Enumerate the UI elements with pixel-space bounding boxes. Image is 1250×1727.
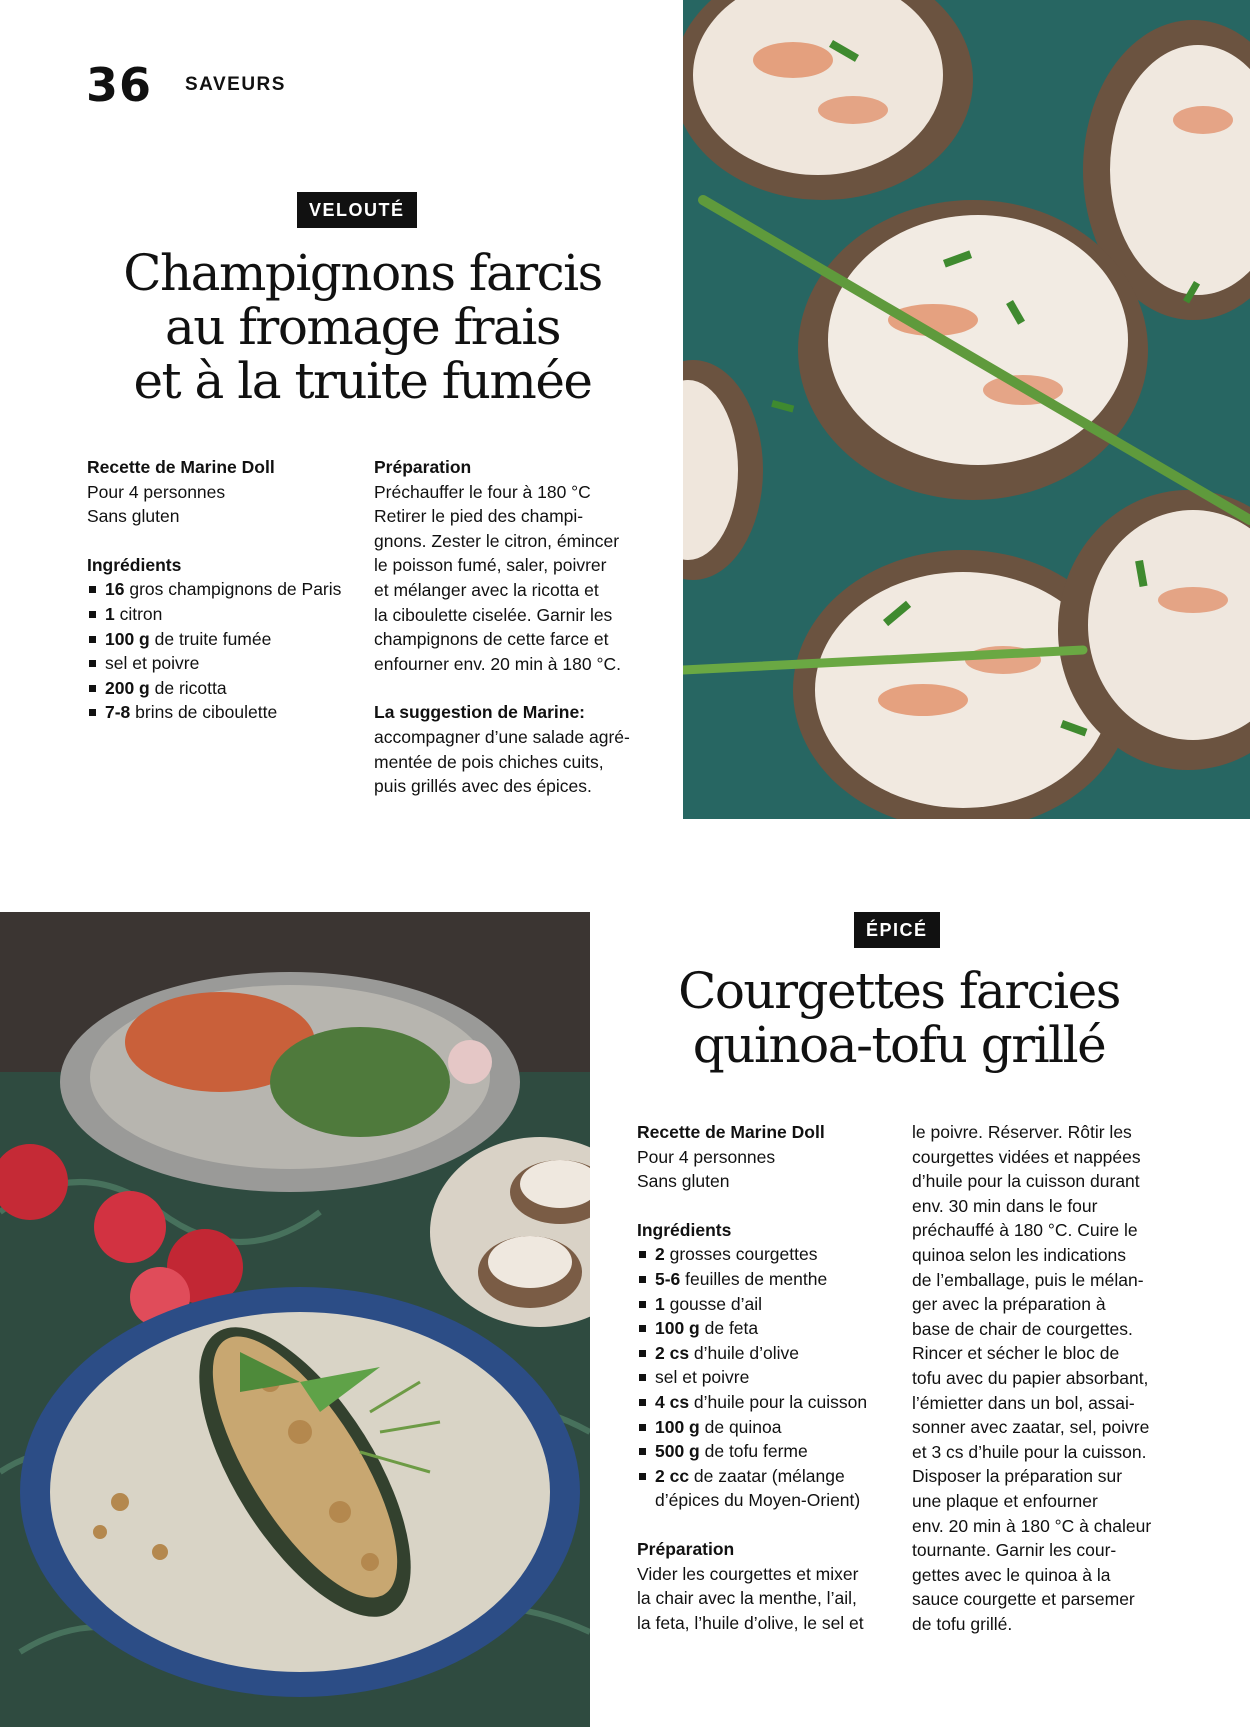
mushrooms-illustration bbox=[683, 0, 1250, 819]
page-number: 36 bbox=[86, 58, 153, 112]
prep-line: tofu avec du papier absorbant, bbox=[912, 1367, 1149, 1388]
ingredient-item: 2 cs d’huile d’olive bbox=[637, 1341, 905, 1366]
recipe1-suggestion-heading: La suggestion de Marine: bbox=[374, 702, 585, 723]
recipe1-title-line: au fromage frais bbox=[165, 298, 560, 356]
photo-stuffed-zucchini bbox=[0, 912, 590, 1727]
recipe1-tag: VELOUTÉ bbox=[297, 192, 417, 228]
prep-line: de tofu grillé. bbox=[912, 1613, 1013, 1634]
prep-line: la chair avec la menthe, l’ail, bbox=[637, 1588, 857, 1609]
prep-line: préchauffé à 180 °C. Cuire le bbox=[912, 1220, 1138, 1241]
ingredient-continuation: d’épices du Moyen-Orient) bbox=[655, 1490, 861, 1511]
ingredient-item: 16 gros champignons de Paris bbox=[87, 577, 367, 602]
prep-line: tournante. Garnir les cour- bbox=[912, 1540, 1117, 1561]
recipe1-info-column bbox=[87, 455, 367, 725]
prep-line: et mélanger avec la ricotta et bbox=[374, 579, 599, 600]
suggestion-line: puis grillés avec des épices. bbox=[374, 776, 592, 797]
prep-line: env. 20 min à 180 °C à chaleur bbox=[912, 1515, 1152, 1536]
prep-line: le poisson fumé, saler, poivrer bbox=[374, 555, 607, 576]
recipe2-preparation-heading: Préparation bbox=[637, 1538, 735, 1559]
ingredient-item: 2 cc de zaatar (mélange bbox=[637, 1464, 905, 1489]
recipe2-info-column bbox=[637, 1120, 905, 1635]
recipe2-ingredients-heading: Ingrédients bbox=[637, 1219, 732, 1240]
prep-line: Retirer le pied des champi- bbox=[374, 506, 584, 527]
ingredient-item: 5-6 feuilles de menthe bbox=[637, 1267, 905, 1292]
ingredient-item: 1 gousse d’ail bbox=[637, 1292, 905, 1317]
ingredient-item: sel et poivre bbox=[87, 651, 367, 676]
suggestion-line: accompagner d’une salade agré- bbox=[374, 726, 630, 747]
prep-line: gnons. Zester le citron, émincer bbox=[374, 530, 620, 551]
recipe1-title bbox=[60, 246, 665, 408]
ingredient-item: 200 g de ricotta bbox=[87, 676, 367, 701]
recipe2-servings: Pour 4 personnes bbox=[637, 1146, 776, 1167]
prep-line: base de chair de courgettes. bbox=[912, 1318, 1133, 1339]
prep-line: le poivre. Réserver. Rôtir les bbox=[912, 1122, 1132, 1142]
prep-line: enfourner env. 20 min à 180 °C. bbox=[374, 653, 621, 674]
recipe1-diet: Sans gluten bbox=[87, 506, 180, 527]
photo-stuffed-mushrooms bbox=[683, 0, 1250, 819]
ingredient-item: 500 g de tofu ferme bbox=[637, 1439, 905, 1464]
prep-line: env. 30 min dans le four bbox=[912, 1195, 1098, 1216]
prep-line: Préchauffer le four à 180 °C bbox=[374, 481, 591, 502]
ingredient-item: 4 cs d’huile pour la cuisson bbox=[637, 1390, 905, 1415]
prep-line: champignons de cette farce et bbox=[374, 629, 609, 650]
prep-line: de l’emballage, puis le mélan- bbox=[912, 1269, 1144, 1290]
recipe2-tag: ÉPICÉ bbox=[854, 912, 940, 948]
recipe1-title-line: Champignons farcis bbox=[123, 244, 602, 302]
recipe2-author: Recette de Marine Doll bbox=[637, 1122, 825, 1142]
recipe1-ingredients-list bbox=[87, 577, 367, 725]
recipe1-servings: Pour 4 personnes bbox=[87, 481, 226, 502]
recipe2-title-line: quinoa-tofu grillé bbox=[692, 1016, 1106, 1074]
prep-line: Vider les courgettes et mixer bbox=[637, 1563, 859, 1584]
prep-line: l’émietter dans un bol, assai- bbox=[912, 1392, 1135, 1413]
prep-line: d’huile pour la cuisson durant bbox=[912, 1171, 1140, 1192]
ingredient-item: 100 g de feta bbox=[637, 1316, 905, 1341]
recipe1-ingredients-heading: Ingrédients bbox=[87, 554, 182, 575]
recipe2-title bbox=[614, 964, 1184, 1072]
prep-line: sonner avec zaatar, sel, poivre bbox=[912, 1417, 1150, 1438]
ingredient-item: 2 grosses courgettes bbox=[637, 1242, 905, 1267]
zucchini-illustration bbox=[0, 912, 590, 1727]
prep-line: et 3 cs d’huile pour la cuisson. bbox=[912, 1441, 1147, 1462]
prep-line: une plaque et enfourner bbox=[912, 1490, 1098, 1511]
ingredient-item: 7-8 brins de ciboulette bbox=[87, 700, 367, 725]
section-label: SAVEURS bbox=[185, 74, 286, 95]
prep-line: Rincer et sécher le bloc de bbox=[912, 1343, 1120, 1364]
prep-line: ger avec la préparation à bbox=[912, 1294, 1106, 1315]
recipe2-title-line: Courgettes farcies bbox=[678, 962, 1120, 1020]
prep-line: quinoa selon les indications bbox=[912, 1244, 1127, 1265]
recipe1-preparation-heading: Préparation bbox=[374, 457, 472, 477]
prep-line: Disposer la préparation sur bbox=[912, 1466, 1123, 1487]
recipe1-preparation-column bbox=[374, 455, 674, 799]
prep-line: la ciboulette ciselée. Garnir les bbox=[374, 604, 613, 625]
recipe2-preparation-continued bbox=[912, 1120, 1212, 1636]
ingredient-item: sel et poivre bbox=[637, 1365, 905, 1390]
suggestion-line: mentée de pois chiches cuits, bbox=[374, 751, 604, 772]
recipe1-title-line: et à la truite fumée bbox=[133, 352, 592, 410]
prep-line: courgettes vidées et nappées bbox=[912, 1146, 1141, 1167]
recipe2-ingredients-list bbox=[637, 1242, 905, 1488]
ingredient-item: 1 citron bbox=[87, 602, 367, 627]
prep-line: sauce courgette et parsemer bbox=[912, 1589, 1135, 1610]
prep-line: la feta, l’huile d’olive, le sel et bbox=[637, 1612, 864, 1633]
ingredient-item: 100 g de quinoa bbox=[637, 1415, 905, 1440]
recipe2-diet: Sans gluten bbox=[637, 1171, 730, 1192]
ingredient-item: 100 g de truite fumée bbox=[87, 627, 367, 652]
recipe1-author: Recette de Marine Doll bbox=[87, 457, 275, 477]
prep-line: gettes avec le quinoa à la bbox=[912, 1564, 1111, 1585]
